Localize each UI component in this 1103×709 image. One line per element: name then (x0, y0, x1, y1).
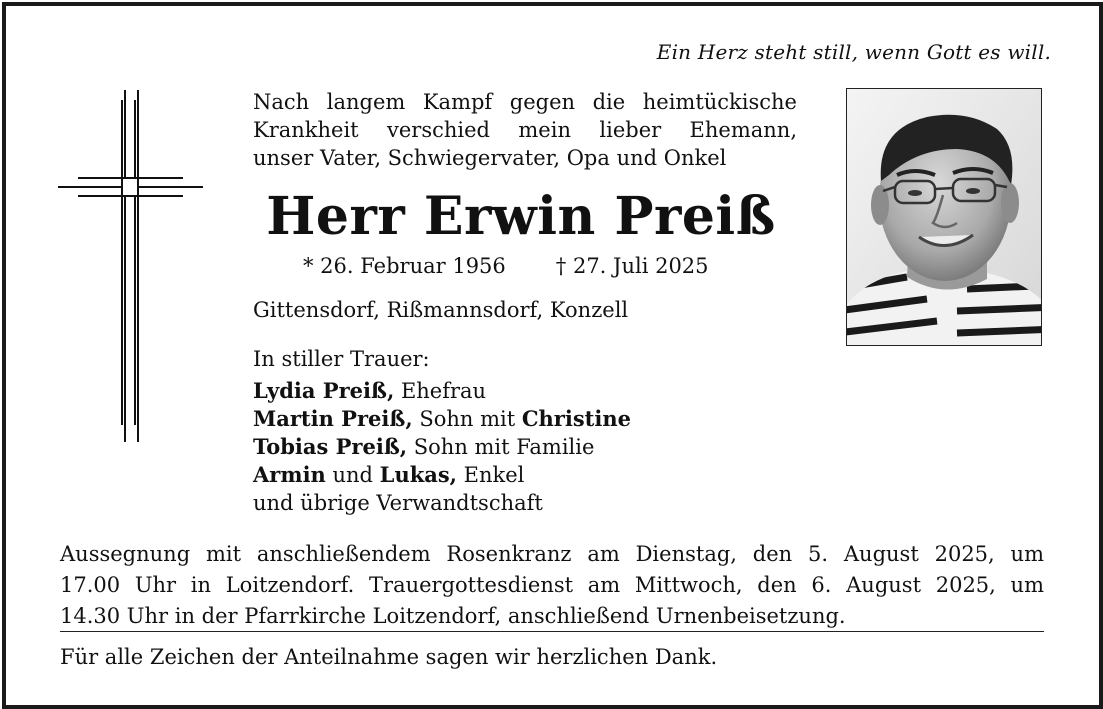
intro-text (253, 88, 797, 172)
service-line: 17.00 Uhr in Loitzendorf. Trauergottesdienst am Mittwoch, den 6. August 2025, um (60, 573, 1044, 597)
portrait-image (847, 89, 1042, 346)
mourner-line (253, 377, 631, 405)
mourner-name: Lukas, (379, 462, 457, 487)
mourner-name: Lydia Preiß, (253, 378, 395, 403)
intro-line: Nach langem Kampf gegen die heimtückische (253, 90, 797, 114)
mourner-name: Christine (521, 406, 631, 431)
mourner-name: Tobias Preiß, (253, 434, 408, 459)
mourner-name: Martin Preiß, (253, 406, 413, 431)
mourner-line (253, 433, 631, 461)
thanks-text: Für alle Zeichen der Anteilnahme sagen wir herzlichen Dank. (60, 645, 718, 669)
mourner-line (253, 489, 631, 517)
portrait-photo (846, 88, 1042, 346)
mourning-heading: In stiller Trauer: (253, 347, 430, 371)
mourner-name: Armin (253, 462, 326, 487)
mourner-relation: Sohn mit (412, 407, 522, 431)
service-info (60, 539, 1044, 632)
mourners-block (253, 345, 631, 517)
mourner-relation: Ehefrau (394, 379, 487, 403)
divider (60, 631, 1044, 632)
places: Gittensdorf, Rißmannsdorf, Konzell (253, 298, 629, 322)
intro-line: Krankheit verschied mein lieber Ehemann, (253, 118, 797, 142)
mourner-relation: Sohn mit Familie (407, 435, 595, 459)
mourner-line (253, 405, 631, 433)
mourner-line (253, 461, 631, 489)
mourner-relation: und (325, 463, 380, 487)
service-line: 14.30 Uhr in der Pfarrkirche Loitzendorf, anschließend Urnenbeisetzung. (60, 604, 846, 628)
cross-icon (58, 90, 203, 442)
mourner-relation: Enkel (457, 463, 525, 487)
motto: Ein Herz steht still, wenn Gott es will. (656, 40, 1051, 64)
deceased-name: Herr Erwin Preiß (266, 186, 776, 247)
intro-line: unser Vater, Schwiegervater, Opa und Onkel (253, 146, 727, 170)
service-line: Aussegnung mit anschließendem Rosenkranz am Dienstag, den 5. August 2025, um (60, 542, 1044, 566)
birth-date: * 26. Februar 1956 (303, 254, 506, 278)
life-dates (303, 254, 709, 278)
mourner-relation: und übrige Verwandtschaft (253, 491, 543, 515)
death-date: † 27. Juli 2025 (555, 254, 709, 278)
